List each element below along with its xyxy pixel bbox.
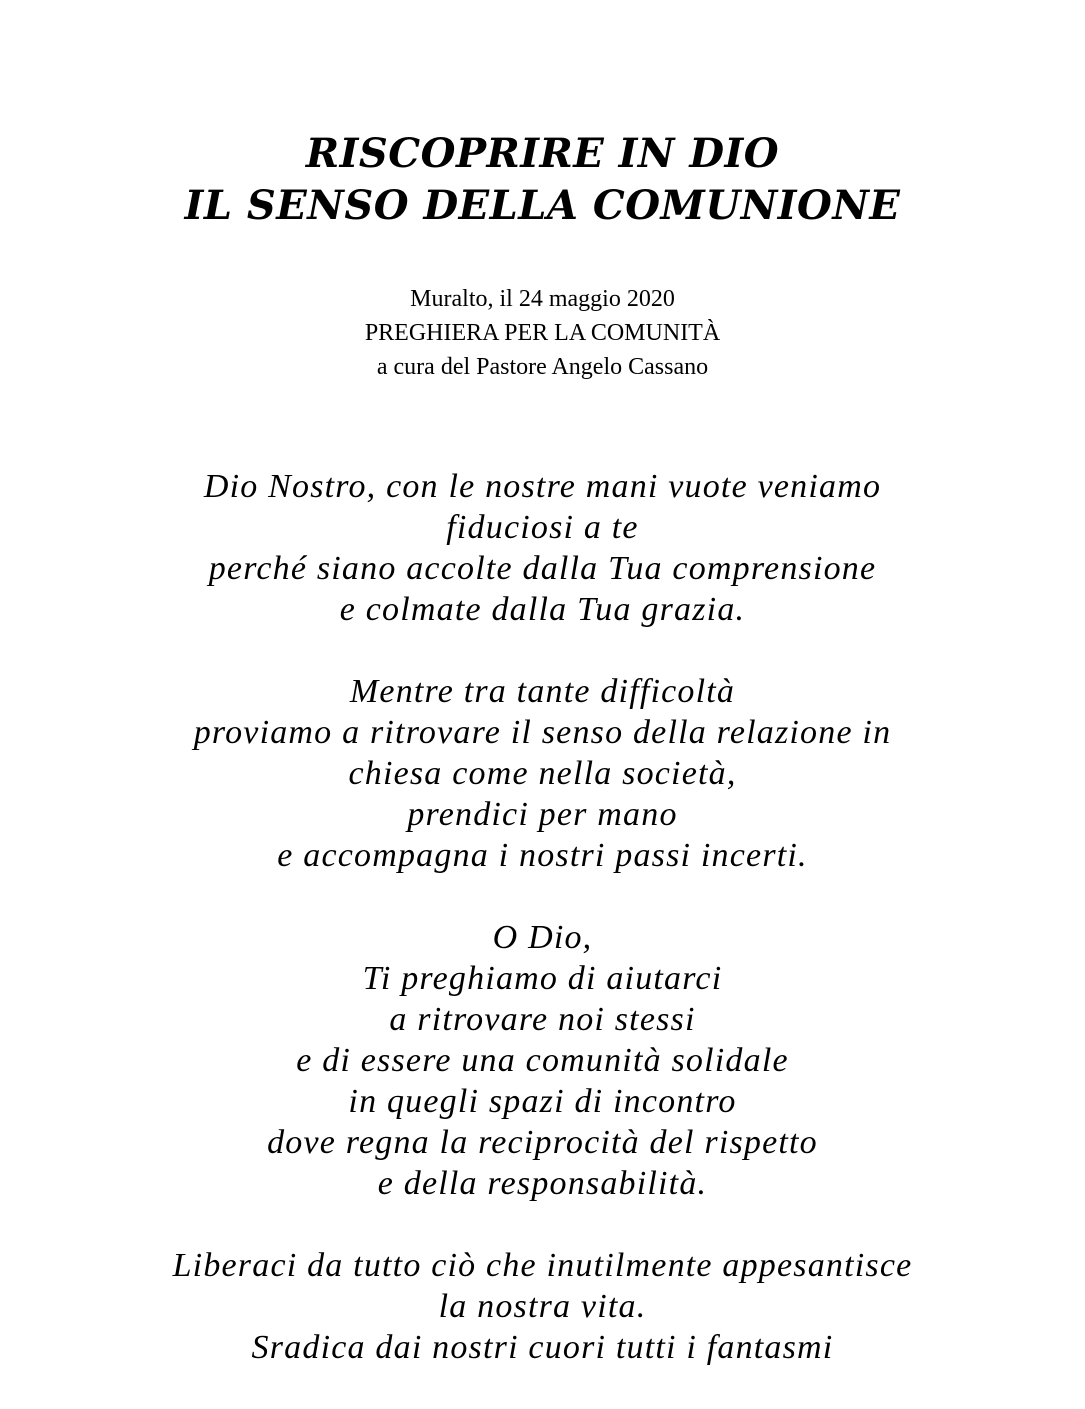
place-date: Muralto, il 24 maggio 2020 [410, 286, 675, 312]
verse-line: la nostra vita. [438, 1288, 647, 1325]
stanza-3 [0, 917, 1085, 1204]
verse-line: Ti preghiamo di aiutarci [362, 960, 723, 997]
prayer-text [0, 466, 1085, 1409]
verse-line: perché siano accolte dalla Tua comprensione [208, 550, 877, 587]
verse-line: in quegli spazi di incontro [348, 1083, 737, 1120]
verse-line: Dio Nostro, con le nostre mani vuote veniamo [203, 468, 882, 505]
stanza-2 [0, 671, 1085, 876]
verse-line: prendici per mano [407, 796, 678, 833]
title-line-2: IL SENSO DELLA COMUNIONE [184, 182, 901, 229]
verse-line: dove regna la reciprocità del rispetto [267, 1124, 818, 1161]
verse-line: chiesa come nella società, [348, 755, 737, 792]
verse-line: fiduciosi a te [446, 509, 639, 546]
title-line-1: RISCOPRIRE IN DIO [305, 130, 780, 177]
verse-line: e accompagna i nostri passi incerti. [277, 837, 808, 874]
stanza-4 [0, 1245, 1085, 1368]
author-credit: a cura del Pastore Angelo Cassano [376, 354, 709, 380]
verse-line: proviamo a ritrovare il senso della relazione in [193, 714, 892, 751]
verse-line: e della responsabilità. [377, 1165, 708, 1202]
document-title [0, 128, 1085, 232]
verse-line: e colmate dalla Tua grazia. [339, 591, 746, 628]
verse-line: a ritrovare noi stessi [389, 1001, 696, 1038]
verse-line: Mentre tra tante difficoltà [349, 673, 736, 710]
verse-line: O Dio, [492, 919, 593, 956]
verse-line: Sradica dai nostri cuori tutti i fantasmi [251, 1329, 834, 1366]
prayer-subtitle: PREGHIERA PER LA COMUNITÀ [364, 320, 721, 346]
stanza-1 [0, 466, 1085, 630]
verse-line: Liberaci da tutto ciò che inutilmente appesantisce [172, 1247, 913, 1284]
verse-line: e di essere una comunità solidale [296, 1042, 789, 1079]
document-meta [0, 282, 1085, 384]
